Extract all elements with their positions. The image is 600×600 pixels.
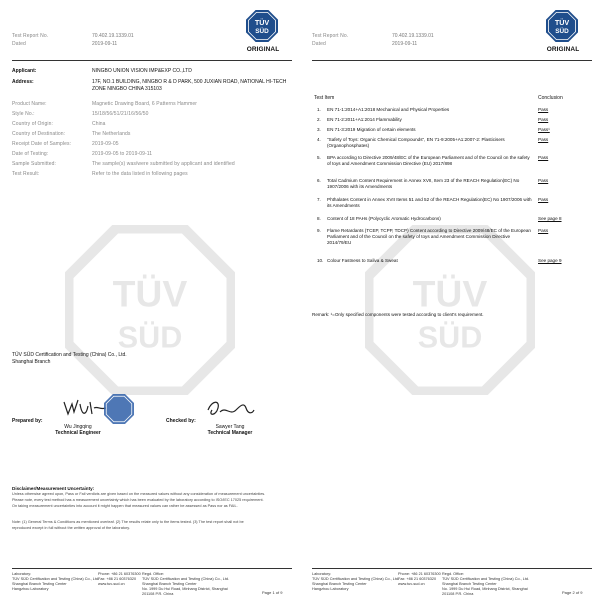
page-number: Page 2 of 9 [562, 590, 583, 595]
test-num: 8. [317, 216, 321, 221]
footer-regd-line: No. 1999 Du Hui Road, Minhang District, Shanghai [442, 587, 528, 591]
test-num: 3. [317, 127, 321, 132]
footer-phone: Phone: +86 21 60376300 [398, 572, 441, 576]
footer-lab-line: TÜV SÜD Certification and Testing (China) Co., Ltd. [312, 577, 400, 581]
preparer-name: Wu Jingqing [64, 424, 92, 430]
footer-phone: Phone: +86 21 60376300 [98, 572, 141, 576]
product-name-value: Magnetic Drawing Board, 6 Patterns Hammer [92, 101, 197, 107]
svg-text:TÜV: TÜV [112, 272, 188, 315]
test-num: 10. [317, 258, 324, 263]
country-destination-value: The Netherlands [92, 131, 131, 137]
report-no-label: Test Report No. [312, 33, 349, 39]
footer-regd-office [142, 572, 229, 597]
testing-date-value: 2019-09-05 to 2019-09-11 [92, 151, 153, 157]
preparer-title: Technical Engineer [55, 430, 101, 436]
company-line-1: TÜV SÜD Certification and Testing (China) Co., Ltd. [12, 352, 127, 358]
disclaimer-line-5: reproduced except in full without the written approval of the laboratory. [12, 526, 130, 530]
test-result-label: Test Result: [12, 171, 40, 177]
logo-tuv-text: TÜV [254, 18, 270, 28]
svg-text:SÜD: SÜD [117, 320, 183, 355]
footer-regd-line: Shanghai Branch Testing Center [142, 582, 197, 586]
tuv-sud-logo-icon [546, 10, 578, 42]
footer-regd-line: Shanghai Branch Testing Center [442, 582, 497, 586]
footer-lab-line: TÜV SÜD Certification and Testing (China) Co., Ltd. [12, 577, 100, 581]
remark-note: Remark: ¹=Only specified components were tested according to client's requirement. [312, 312, 484, 317]
footer-lab [312, 572, 399, 592]
test-num: 5. [317, 155, 321, 160]
logo-tuv-text: TÜV [554, 18, 570, 28]
checker-signature [202, 396, 258, 422]
footer-regd-label: Regd. Office: [142, 572, 165, 576]
test-item: Phthalates Content in Annex XVII Items 51 and 52 of the REACH Regulation(EC) No 1907/2006 with its Amendments [327, 197, 532, 208]
test-item-header: Test Item [314, 95, 335, 101]
country-destination-label: Country of Destination: [12, 131, 66, 137]
test-item: "Safety of Toys: Organic Chemical Compounds", EN 71-9:2005+A1:2007-2: Plasticisers (Organophosphates) [327, 137, 505, 148]
test-conclusion: Pass¹ [538, 127, 550, 132]
footer-web[interactable]: www.tuv-sud.cn [98, 582, 125, 586]
test-item: EN 71-2:2011+A1:2014 Flammability [327, 117, 402, 122]
address-value: 17F, NO.1 BUILDING, NINGBO R & D PARK, 500 JUXIAN ROAD, NATIONAL HI-TECH ZONE NINGBO CHINA 315103 [92, 79, 287, 92]
footer-fax: Fax: +86 21 60376320 [398, 577, 437, 581]
test-item: EN 71-1:2014+A1:2018 Mechanical and Physical Properties [327, 107, 450, 112]
style-no-label: Style No.: [12, 111, 35, 117]
header-values [92, 32, 134, 48]
logo-sud-text: SÜD [255, 28, 269, 36]
footer-regd-line: 201108 P.R. China [442, 592, 474, 596]
disclaimer-line-1: Unless otherwise agreed upon, Pass or Fail verdicts are given based on the measured values without any consideration of measurement uncertainties. [12, 492, 266, 496]
footer-regd-label: Regd. Office: [442, 572, 465, 576]
report-page-2 [302, 0, 598, 600]
footer-fax: Fax: +86 21 60376320 [98, 577, 137, 581]
disclaimer-title: Disclaimer/Measurement Uncertainty: [12, 486, 95, 491]
date-label: Dated [312, 41, 326, 47]
prepared-by-label: Prepared by: [12, 418, 43, 424]
country-origin-value: China [92, 121, 106, 127]
checked-by-label: Checked by: [166, 418, 196, 424]
original-stamp: ORIGINAL [546, 46, 580, 53]
report-no-label: Test Report No. [12, 33, 49, 39]
receipt-date-value: 2019-09-05 [92, 141, 119, 147]
address-label: Address: [12, 79, 34, 85]
disclaimer-line-2: Please note, every test method has a measurement uncertainty which has been evaluated by the laboratory according to ISO/IEC 17025 requirement. [12, 498, 264, 502]
original-stamp: ORIGINAL [246, 46, 280, 53]
test-conclusion: Pass [538, 117, 549, 122]
header-values [392, 32, 434, 48]
svg-text:TÜV: TÜV [412, 272, 488, 315]
footer-regd-office [442, 572, 529, 597]
checker-block [198, 424, 262, 436]
company-line-2: Shanghai Branch [12, 359, 51, 365]
test-item: Content of 18 PAHs (Polycyclic Aromatic Hydrocarbons) [327, 216, 441, 221]
date-value: 2019-09-11 [92, 41, 118, 47]
page-number: Page 1 of 9 [262, 590, 283, 595]
test-item: Colour Fastness to Saliva & Sweat [327, 258, 398, 263]
company-name [12, 352, 127, 366]
receipt-date-label: Receipt Date of Samples: [12, 141, 72, 147]
test-num: 1. [317, 107, 321, 112]
checker-name: Sawyer Tang [215, 424, 245, 430]
report-no-value: 70.402.19.1339.01 [92, 33, 134, 39]
inspection-stamp-icon [104, 394, 134, 424]
test-num: 4. [317, 137, 321, 142]
footer-web[interactable]: www.tuv-sud.cn [398, 582, 425, 586]
test-conclusion: Pass [538, 228, 549, 233]
footer-lab-line: Hangzhou Laboratory [12, 587, 49, 591]
test-conclusion: Pass [538, 107, 549, 112]
footer-regd-line: 201108 P.R. China [142, 592, 174, 596]
header-labels [12, 32, 48, 48]
testing-date-label: Date of Testing: [12, 151, 49, 157]
test-num: 6. [317, 178, 321, 183]
header-labels [312, 32, 348, 48]
test-item: BPA according to Directive 2009/48/EC of the European Parliament and of the Council on the safety of toys and Amendment Commission Directive (EU) 2017/898 [327, 155, 530, 166]
logo-sud-text: SÜD [555, 28, 569, 36]
test-item: Total Cadmium Content Requirement in Annex XVII, Item 23 of the REACH Regulation(EC) No 1907/2006 with its Amendments [327, 178, 520, 189]
tuv-watermark-icon [365, 225, 535, 395]
test-conclusion: See page 8 [538, 216, 562, 221]
preparer-block [48, 424, 108, 436]
footer-divider [312, 568, 592, 569]
footer-regd-line: No. 1999 Du Hui Road, Minhang District, Shanghai [142, 587, 228, 591]
test-num: 7. [317, 197, 321, 202]
footer-contact [98, 572, 141, 587]
country-origin-label: Country of Origin: [12, 121, 53, 127]
disclaimer-line-4: Note: (1) General Terms & Conditions as mentioned overleaf. (2) The results relate only to the items tested. (3) The test report shall not be [12, 520, 244, 524]
sample-submitted-value: The sample(s) was/were submitted by applicant and identified [92, 161, 235, 167]
test-conclusion: See page 9 [538, 258, 562, 263]
conclusion-header: Conclusion [538, 95, 563, 101]
date-label: Dated [12, 41, 26, 47]
date-value: 2019-09-11 [392, 41, 418, 47]
checker-title: Technical Manager [207, 430, 253, 436]
footer-contact [398, 572, 441, 587]
test-item: EN 71-3:2019 Migration of certain elements [327, 127, 416, 132]
report-page-1 [2, 0, 298, 600]
product-name-label: Product Name: [12, 101, 47, 107]
svg-text:SÜD: SÜD [417, 320, 483, 355]
footer-lab-line: Hangzhou Laboratory [312, 587, 349, 591]
applicant-label: Applicant: [12, 68, 37, 74]
header-divider [312, 60, 592, 61]
test-conclusion: Pass [538, 197, 549, 202]
footer-regd-line: TÜV SÜD Certification and Testing (China) Co., Ltd. [442, 577, 530, 581]
footer-lab-label: Laboratory: [312, 572, 332, 576]
test-conclusion: Pass [538, 155, 549, 160]
test-item: Flame Retardants (TCEP, TCPP, TDCP) Content according to Directive 2009/48/EC of the European Parliament and of the Council on the safety of toys and Amendment Commission Directive 2014/79/EU [327, 228, 531, 245]
footer-lab-label: Laboratory: [12, 572, 32, 576]
test-num: 2. [317, 117, 321, 122]
footer-regd-line: TÜV SÜD Certification and Testing (China) Co., Ltd. [142, 577, 230, 581]
disclaimer-line-3: On taking measurement uncertainties into account it might happen that measured values can rather be assessed as Pass nor as FAIL. [12, 504, 238, 508]
footer-lab-line: Shanghai Branch Testing Center [312, 582, 367, 586]
report-no-value: 70.402.19.1339.01 [392, 33, 434, 39]
footer-lab [12, 572, 99, 592]
footer-lab-line: Shanghai Branch Testing Center [12, 582, 67, 586]
tuv-sud-logo-icon [246, 10, 278, 42]
sample-submitted-label: Sample Submitted: [12, 161, 56, 167]
applicant-value: NINGBO UNION VISION IMP&EXP CO.,LTD [92, 68, 192, 74]
test-conclusion: Pass [538, 137, 549, 142]
footer-divider [12, 568, 292, 569]
style-no-value: 15/18/56/51/21/16/56/50 [92, 111, 149, 117]
tuv-watermark-icon [65, 225, 235, 395]
test-result-value: Refer to the data listed in following pages [92, 171, 188, 177]
test-num: 9. [317, 228, 321, 233]
test-conclusion: Pass [538, 178, 549, 183]
header-divider [12, 60, 292, 61]
